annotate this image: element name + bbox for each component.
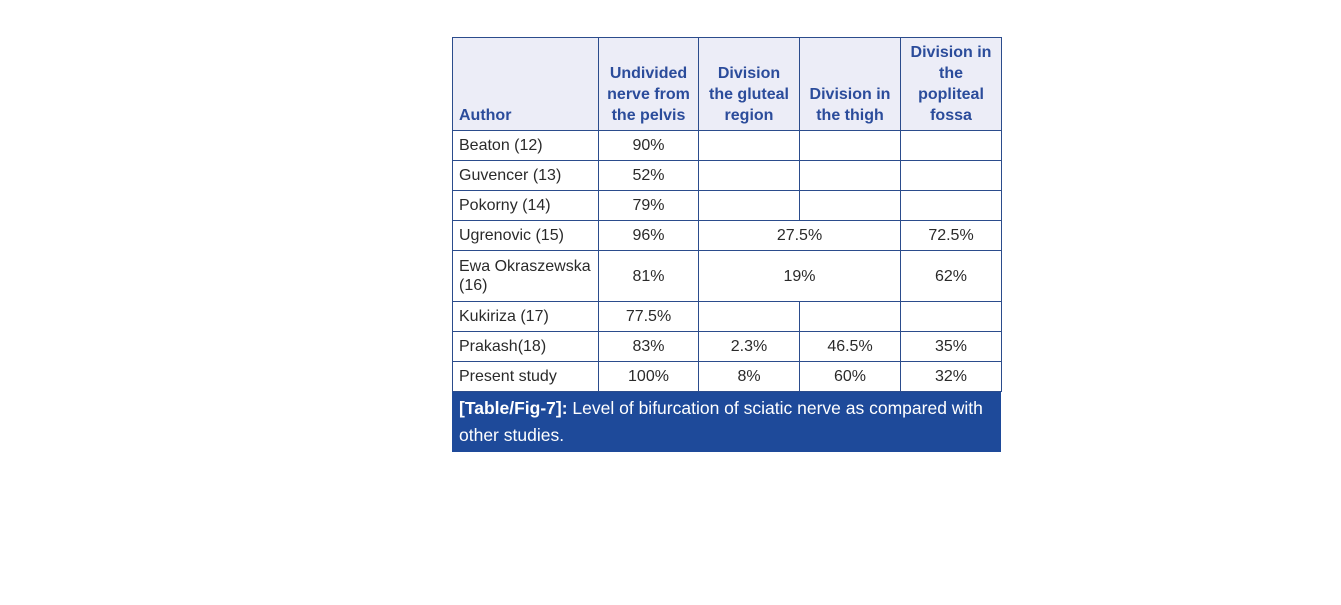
table-header-row: [453, 38, 1002, 131]
caption-text: Level of bifurcation of sciatic nerve as compared with other studies.: [459, 398, 983, 445]
table-row: [453, 251, 1002, 302]
cell-gluteal: [699, 131, 800, 161]
cell-author: Pokorny (14): [453, 191, 599, 221]
cell-gluteal: [699, 161, 800, 191]
cell-undivided: 96%: [599, 221, 699, 251]
cell-popliteal: 62%: [901, 251, 1002, 302]
cell-author: Kukiriza (17): [453, 302, 599, 332]
cell-gluteal: [699, 191, 800, 221]
cell-gluteal: 2.3%: [699, 332, 800, 362]
figure-caption: [452, 392, 1001, 452]
table-row: [453, 191, 1002, 221]
cell-author: Prakash(18): [453, 332, 599, 362]
cell-popliteal: [901, 191, 1002, 221]
cell-gluteal: [699, 302, 800, 332]
table-row: [453, 332, 1002, 362]
cell-undivided: 81%: [599, 251, 699, 302]
header-popliteal: Division in the popliteal fossa: [901, 38, 1002, 131]
cell-undivided: 83%: [599, 332, 699, 362]
cell-undivided: 52%: [599, 161, 699, 191]
header-undivided: Undivided nerve from the pelvis: [599, 38, 699, 131]
cell-author: Beaton (12): [453, 131, 599, 161]
cell-popliteal: [901, 131, 1002, 161]
cell-undivided: 77.5%: [599, 302, 699, 332]
cell-thigh: [800, 191, 901, 221]
cell-author: Present study: [453, 362, 599, 392]
cell-popliteal: 35%: [901, 332, 1002, 362]
cell-undivided: 79%: [599, 191, 699, 221]
table-row: [453, 362, 1002, 392]
cell-thigh: 46.5%: [800, 332, 901, 362]
table-row: [453, 131, 1002, 161]
cell-gluteal-thigh: 19%: [699, 251, 901, 302]
cell-gluteal: 8%: [699, 362, 800, 392]
cell-undivided: 90%: [599, 131, 699, 161]
cell-author: Guvencer (13): [453, 161, 599, 191]
header-gluteal: Division the gluteal region: [699, 38, 800, 131]
cell-thigh: [800, 131, 901, 161]
caption-label: [Table/Fig-7]:: [459, 398, 568, 418]
cell-undivided: 100%: [599, 362, 699, 392]
cell-gluteal-thigh: 27.5%: [699, 221, 901, 251]
cell-author: Ewa Okraszewska (16): [453, 251, 599, 302]
cell-popliteal: [901, 161, 1002, 191]
table-row: [453, 221, 1002, 251]
cell-thigh: [800, 302, 901, 332]
cell-popliteal: 72.5%: [901, 221, 1002, 251]
table-row: [453, 161, 1002, 191]
cell-thigh: [800, 161, 901, 191]
bifurcation-table: [452, 37, 1002, 392]
header-author: Author: [453, 38, 599, 131]
cell-author: Ugrenovic (15): [453, 221, 599, 251]
cell-thigh: 60%: [800, 362, 901, 392]
cell-popliteal: 32%: [901, 362, 1002, 392]
table-row: [453, 302, 1002, 332]
cell-popliteal: [901, 302, 1002, 332]
table-figure: [452, 37, 1001, 452]
header-thigh: Division in the thigh: [800, 38, 901, 131]
